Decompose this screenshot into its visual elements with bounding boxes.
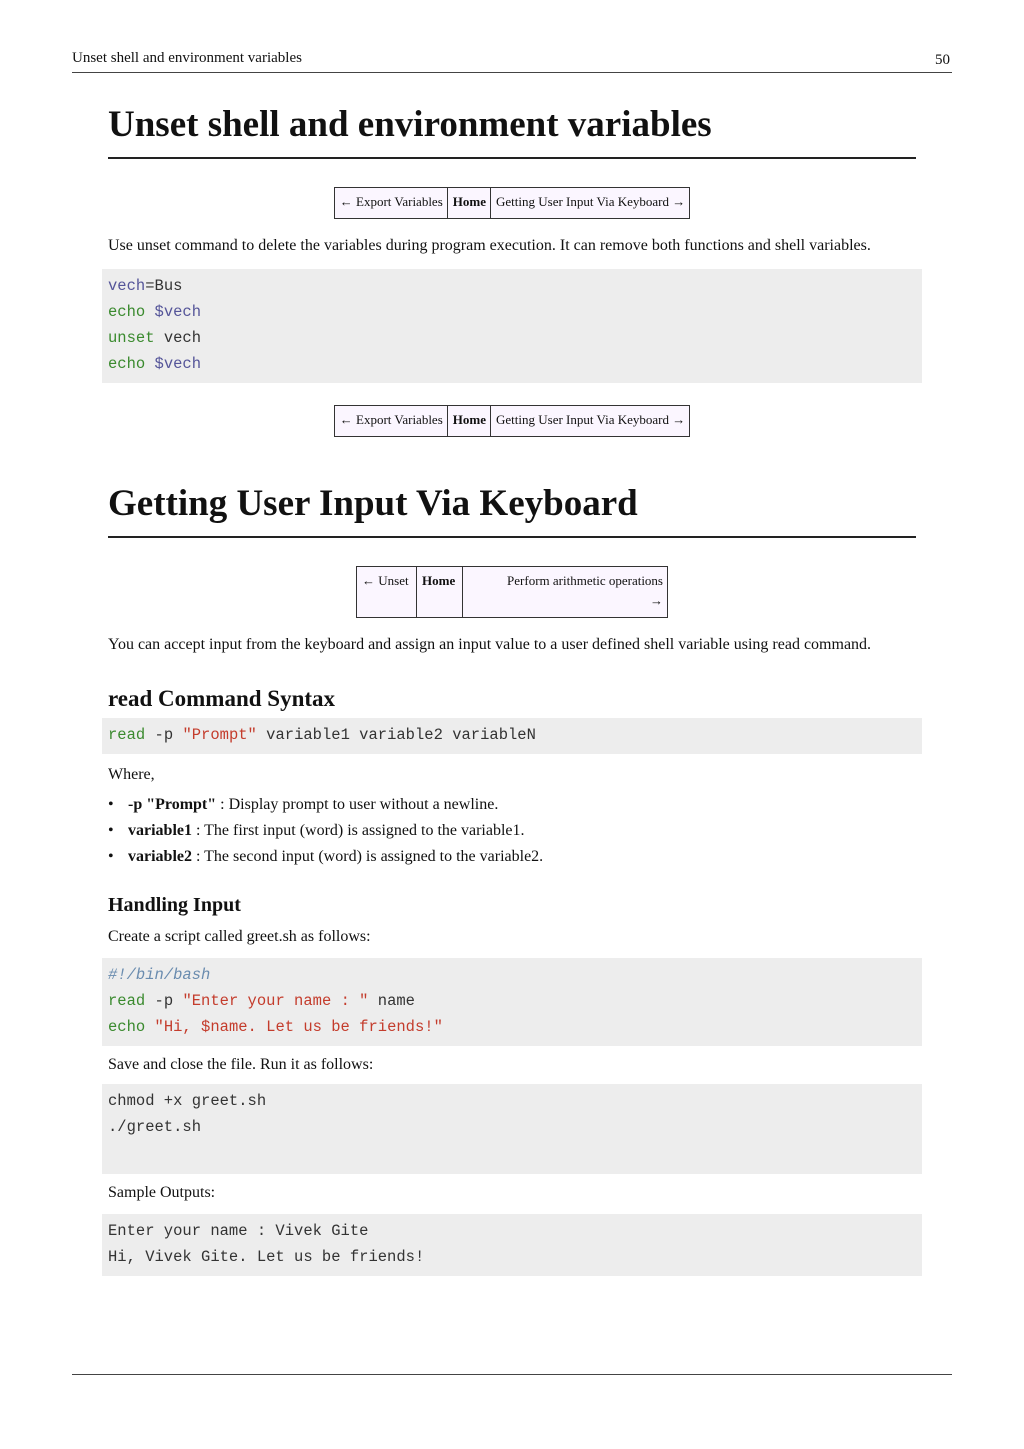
section-title-unset: Unset shell and environment variables	[108, 78, 916, 159]
footer-rule	[72, 1374, 952, 1375]
code-block-run-commands: chmod +x greet.sh ./greet.sh	[102, 1084, 922, 1174]
nav-prev-link[interactable]: ← Export Variables	[334, 406, 447, 437]
page-number: 50	[935, 52, 950, 68]
code-block-read-syntax: read -p "Prompt" variable1 variable2 variableN	[102, 718, 922, 754]
create-script-paragraph: Create a script called greet.sh as follows:	[108, 928, 371, 945]
running-header-title: Unset shell and environment variables	[72, 50, 302, 66]
page-content	[108, 78, 916, 1276]
nav-next-link[interactable]: Getting User Input Via Keyboard →	[491, 406, 690, 437]
subsection-title-handling-input: Handling Input	[108, 894, 241, 916]
code-block-unset: vech=Bus echo $vech unset vech echo $vech	[102, 269, 922, 383]
list-item: • -p "Prompt" : Display prompt to user without a newline.	[108, 792, 916, 818]
nav-home-link[interactable]: Home	[447, 188, 490, 219]
nav-prev-link[interactable]: ← Unset	[357, 567, 417, 618]
save-close-paragraph: Save and close the file. Run it as follows:	[108, 1056, 374, 1073]
nav-prev-link[interactable]: ← Export Variables	[334, 188, 447, 219]
nav-home-link[interactable]: Home	[417, 567, 463, 618]
nav-box-user-input	[356, 566, 668, 618]
subsection-title-read-syntax: read Command Syntax	[108, 686, 336, 711]
section-title-user-input: Getting User Input Via Keyboard	[108, 457, 916, 538]
code-block-sample-output: Enter your name : Vivek Gite Hi, Vivek Gite. Let us be friends!	[102, 1214, 922, 1276]
running-header	[72, 50, 952, 73]
nav-box-top	[334, 187, 691, 219]
sample-outputs-label: Sample Outputs:	[108, 1184, 216, 1201]
nav-next-link[interactable]: Getting User Input Via Keyboard →	[491, 188, 690, 219]
nav-box-bottom	[334, 405, 691, 437]
option-list	[108, 792, 916, 870]
list-item: • variable1 : The first input (word) is assigned to the variable1.	[108, 818, 916, 844]
where-label: Where,	[108, 766, 155, 783]
nav-home-link[interactable]: Home	[447, 406, 490, 437]
unset-intro-paragraph: Use unset command to delete the variables during program execution. It can remove both functions and shell variables.	[108, 237, 871, 254]
nav-next-link[interactable]: Perform arithmetic operations →	[463, 567, 668, 618]
list-item: • variable2 : The second input (word) is assigned to the variable2.	[108, 844, 916, 870]
user-input-intro-paragraph: You can accept input from the keyboard and assign an input value to a user defined shell variable using read command.	[108, 636, 872, 653]
code-block-greet-script: #!/bin/bash read -p "Enter your name : " name echo "Hi, $name. Let us be friends!"	[102, 958, 922, 1046]
